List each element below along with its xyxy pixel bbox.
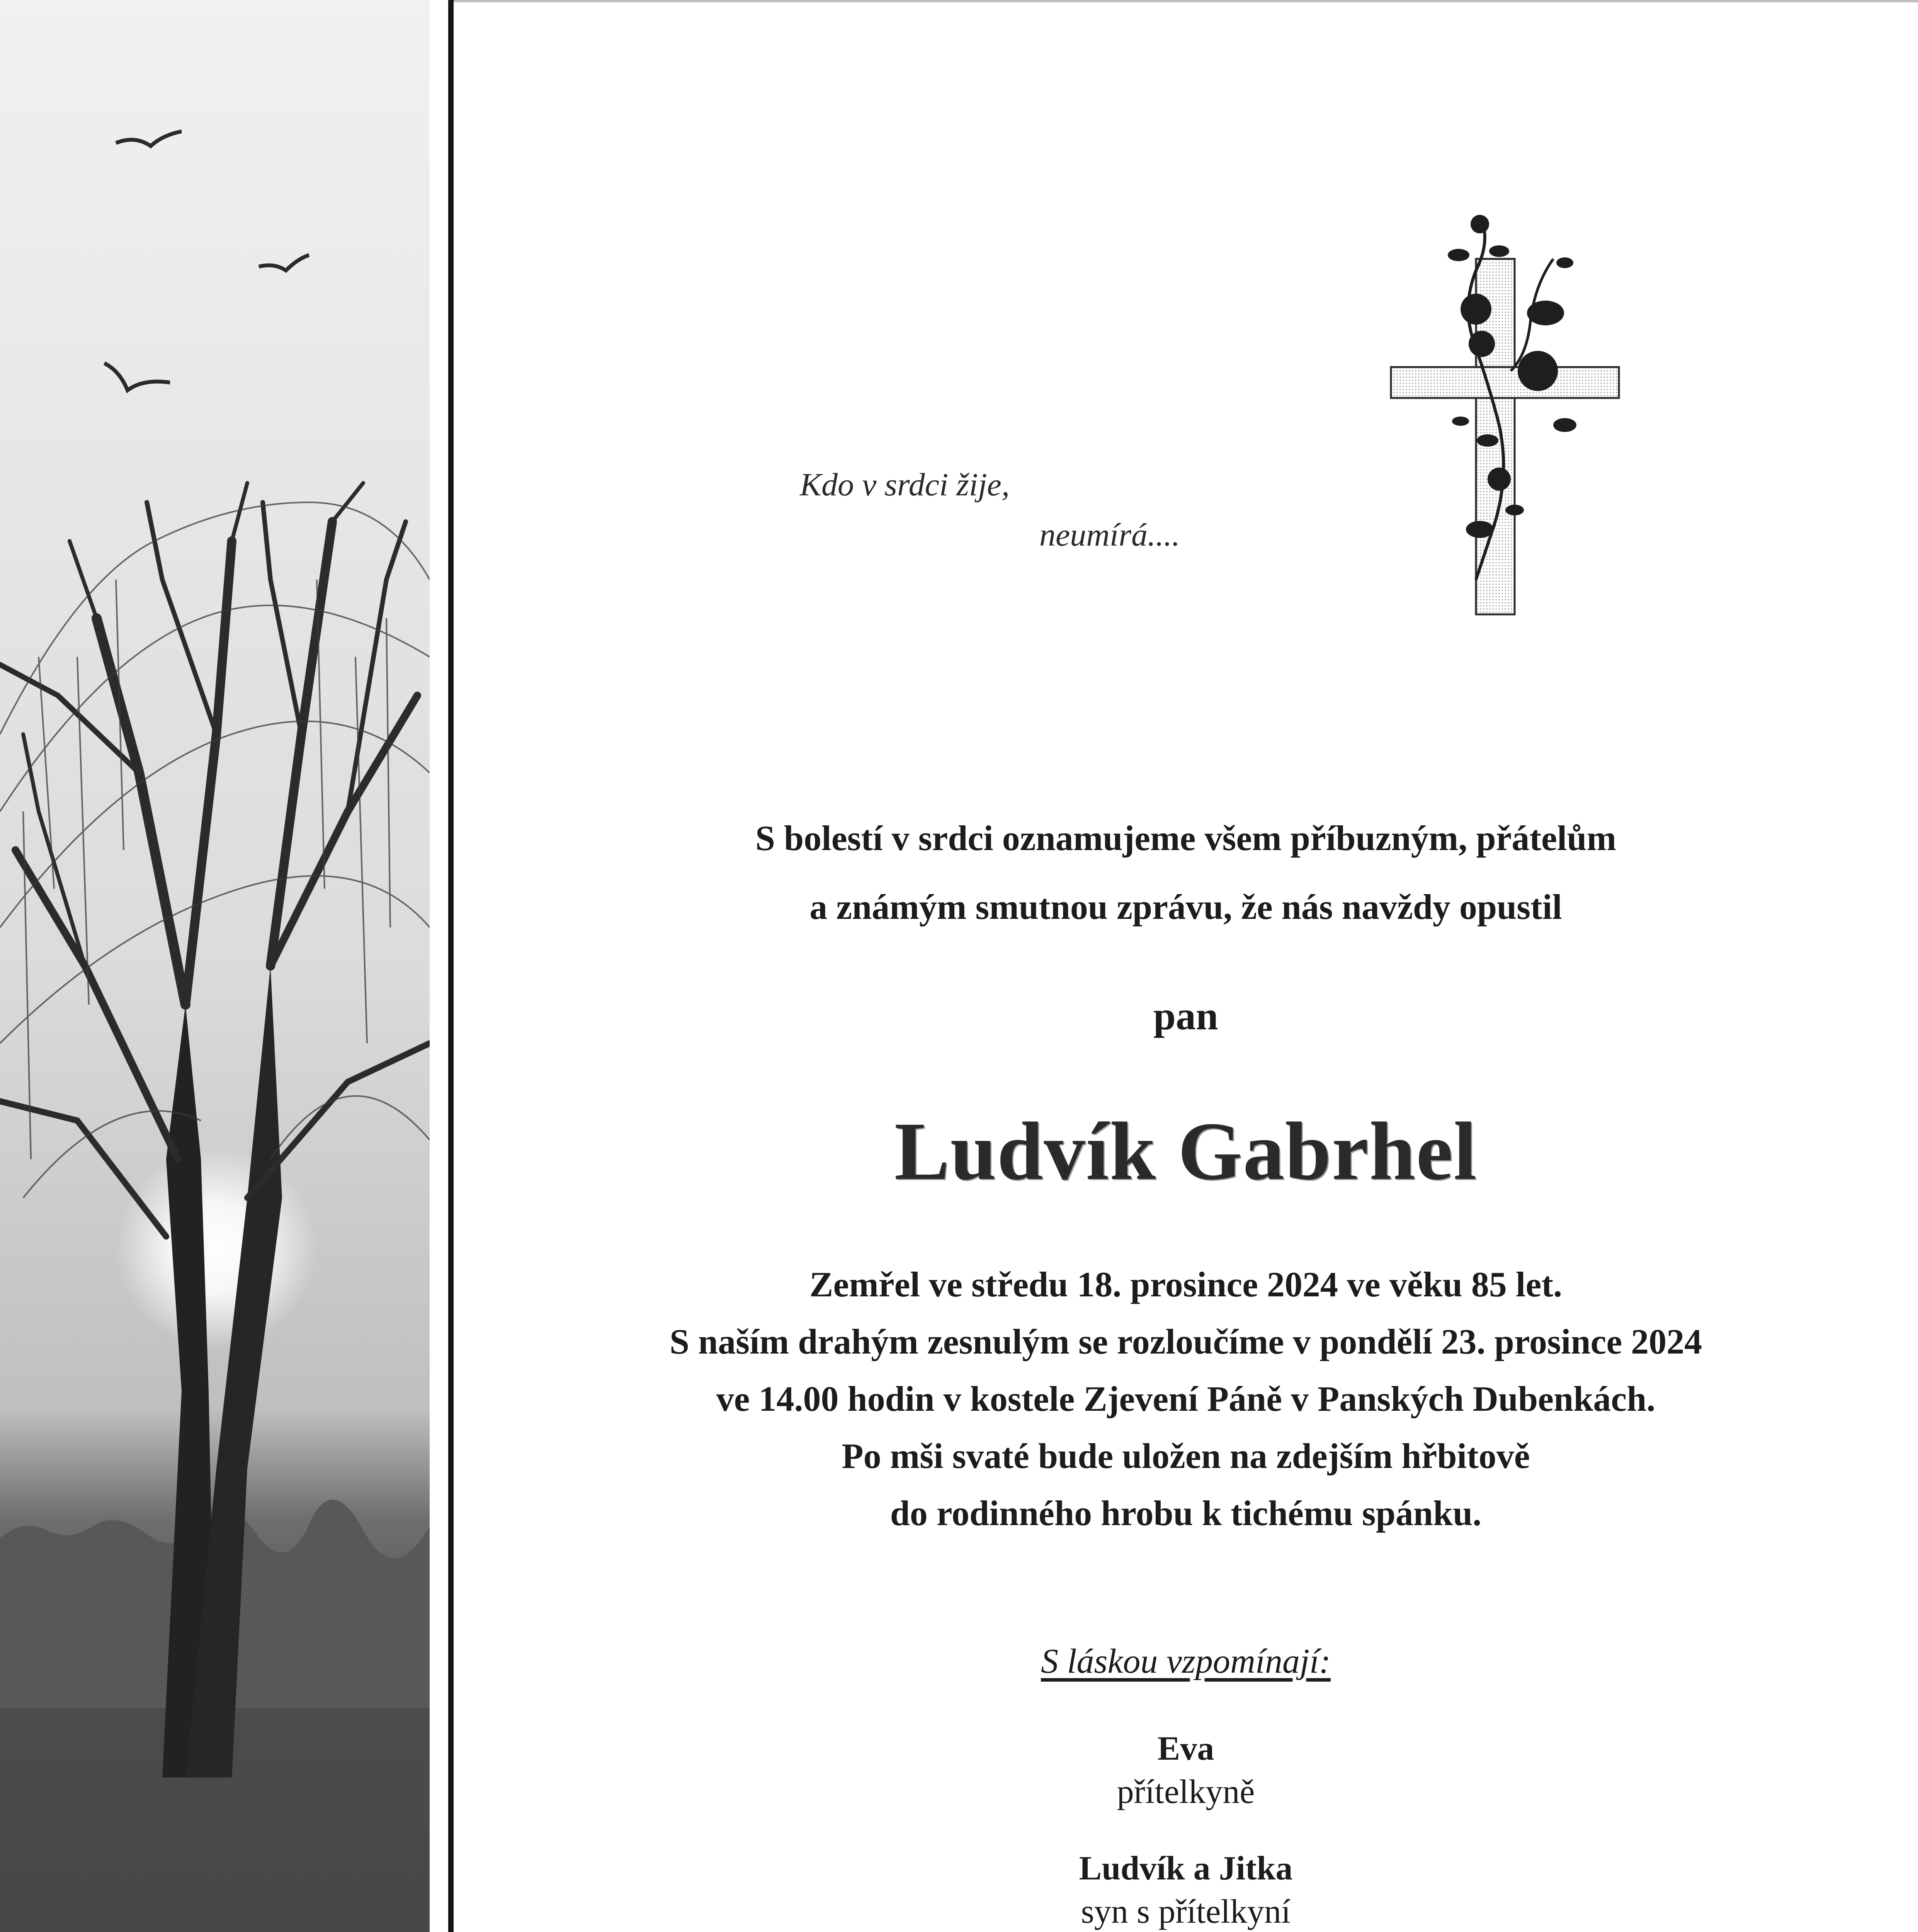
funeral-details	[454, 1256, 1918, 1542]
details-line-3: ve 14.00 hodin v kostele Zjevení Páně v Panských Dubenkách.	[716, 1379, 1656, 1418]
motto-line-2: neumírá....	[1039, 517, 1180, 553]
details-line-4: Po mši svaté bude uložen na zdejším hřbitově	[842, 1436, 1530, 1476]
vertical-divider	[448, 0, 454, 1932]
deceased-name: Ludvík Gabrhel	[894, 1105, 1478, 1197]
details-line-1: Zemřel ve středu 18. prosince 2024 ve věku 85 let.	[809, 1265, 1562, 1304]
motto-line-1: Kdo v srdci žije,	[800, 467, 1010, 503]
mourner-name: Ludvík a Jitka	[1079, 1850, 1293, 1887]
mourner-name: Eva	[1157, 1730, 1214, 1767]
details-line-5: do rodinného hrobu k tichému spánku.	[890, 1493, 1482, 1533]
mourner-relation: syn s přítelkyní	[1081, 1893, 1291, 1930]
mourner-entry	[454, 1727, 1918, 1814]
announcement-line-1: S bolestí v srdci oznamujeme všem příbuzným, přátelům	[755, 818, 1617, 858]
cross-icon	[1383, 209, 1627, 618]
announcement-line-2: a známým smutnou zprávu, že nás navždy opustil	[809, 887, 1562, 927]
sun-glow	[116, 1148, 317, 1349]
top-border	[454, 0, 1918, 2]
mourners-heading	[454, 1634, 1918, 1689]
motto	[800, 460, 1263, 560]
tree-sunset-photo	[0, 0, 430, 1932]
details-line-2: S naším drahým zesnulým se rozloučíme v pondělí 23. prosince 2024	[669, 1322, 1702, 1361]
announcement	[454, 804, 1918, 941]
salutation: pan	[1153, 994, 1218, 1038]
mourners-heading-text: S láskou vzpomínají:	[1041, 1642, 1331, 1680]
mourner-entry	[454, 1847, 1918, 1932]
mourner-relation: přítelkyně	[1117, 1773, 1255, 1811]
